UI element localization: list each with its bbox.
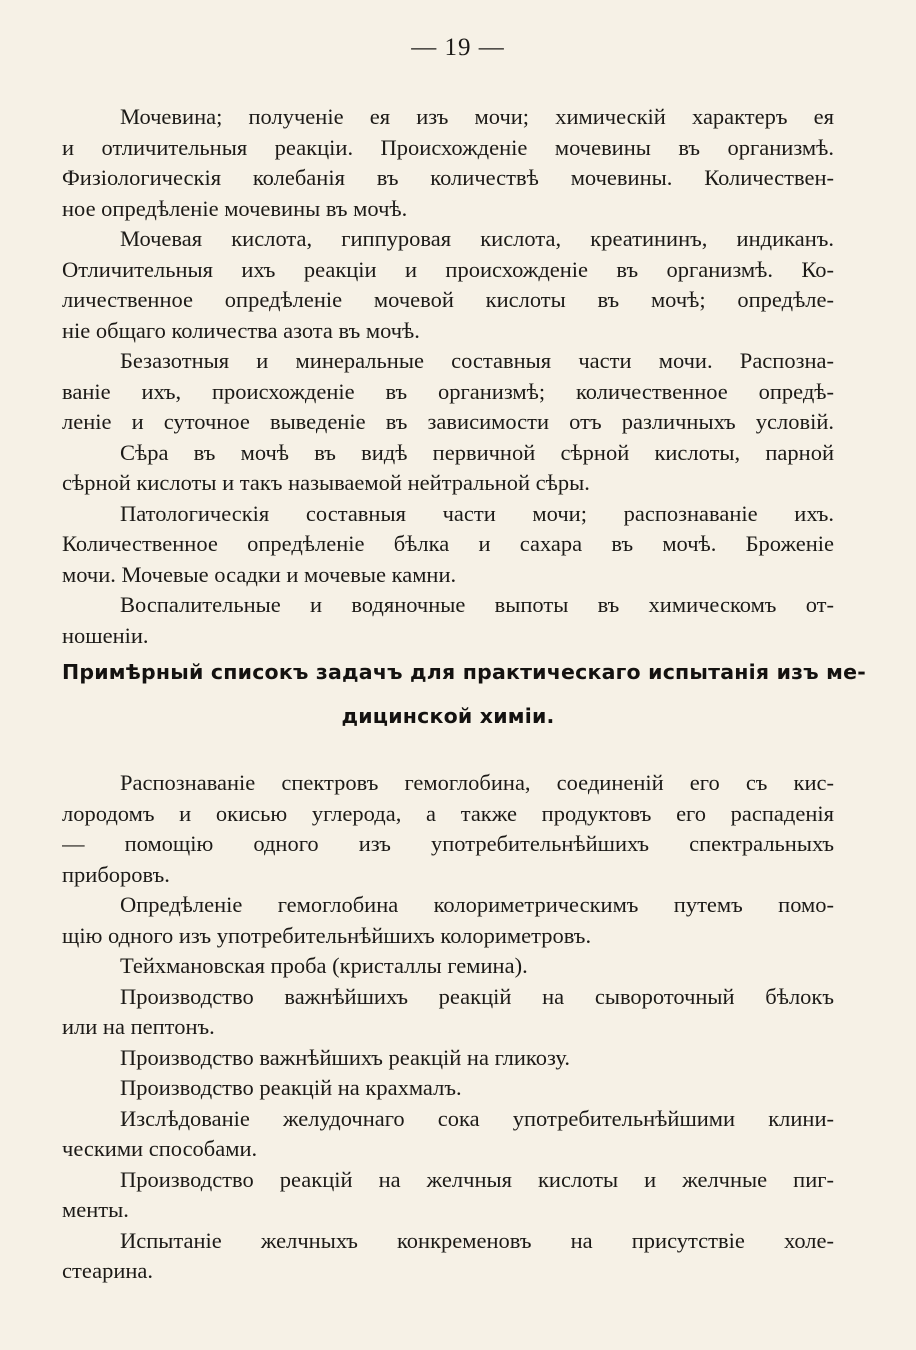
text-line: леніе и суточное выведеніе въ зависимости отъ различныхъ условій. bbox=[62, 409, 834, 434]
task-item bbox=[62, 1073, 834, 1104]
text-line: Физіологическія колебанія въ количествѣ мочевины. Количествен- bbox=[62, 165, 834, 190]
heading-line: дицинской химіи. bbox=[341, 704, 555, 728]
text-line: Патологическія составныя части мочи; распознаваніе ихъ. bbox=[120, 500, 834, 526]
text-line: Воспалительные и водяночные выпоты въ химическомъ от- bbox=[120, 592, 834, 617]
task-item bbox=[62, 982, 834, 1043]
text-line: Мочевина; полученіе ея изъ мочи; химическій характеръ ея bbox=[120, 104, 834, 129]
paragraph bbox=[62, 346, 834, 438]
text-line: или на пептонъ. bbox=[62, 1014, 215, 1039]
text-line: Производство важнѣйшихъ реакцій на сывороточный бѣлокъ bbox=[120, 983, 834, 1009]
text-line: Производство реакцій на крахмалъ. bbox=[120, 1075, 462, 1100]
text-line: Сѣра въ мочѣ въ видѣ первичной сѣрной кислоты, парной bbox=[120, 439, 834, 465]
task-item bbox=[62, 1104, 834, 1165]
text-line: и отличительныя реакціи. Происхожденіе мочевины въ организмѣ. bbox=[62, 134, 834, 160]
section-practical-tasks bbox=[62, 768, 834, 1287]
text-line: Количественное опредѣленіе бѣлка и сахара въ мочѣ. Броженіе bbox=[62, 531, 834, 556]
text-line: Безазотныя и минеральные составныя части мочи. Распозна- bbox=[120, 348, 834, 373]
text-line: Отличительныя ихъ реакціи и происхожденіе въ организмѣ. Ко- bbox=[62, 256, 834, 282]
text-line: ческими способами. bbox=[62, 1136, 258, 1161]
text-line: менты. bbox=[62, 1197, 129, 1222]
text-line: лородомъ и окисью углерода, а также продуктовъ его распаденія bbox=[62, 800, 834, 826]
text-line: ваніе ихъ, происхожденіе въ организмѣ; количественное опредѣ- bbox=[62, 378, 834, 404]
text-line: Опредѣленіе гемоглобина колориметрическимъ путемъ помо- bbox=[120, 892, 834, 917]
text-line: — помощію одного изъ употребительнѣйшихъ спектральныхъ bbox=[62, 831, 834, 856]
text-line: ное опредѣленіе мочевины въ мочѣ. bbox=[62, 195, 408, 221]
paragraph bbox=[62, 590, 834, 651]
paragraph bbox=[62, 438, 834, 499]
task-item bbox=[62, 768, 834, 890]
text-line: мочи. Мочевые осадки и мочевые камни. bbox=[62, 561, 457, 587]
text-line: щію одного изъ употребительнѣйшихъ колориметровъ. bbox=[62, 922, 592, 948]
task-item bbox=[62, 890, 834, 951]
text-line: приборовъ. bbox=[62, 861, 170, 887]
paragraph bbox=[62, 224, 834, 346]
text-line: Мочевая кислота, гиппуровая кислота, креатининъ, индиканъ. bbox=[120, 226, 834, 251]
text-line: сѣрной кислоты и такъ называемой нейтральной сѣры. bbox=[62, 470, 590, 495]
task-item bbox=[62, 951, 834, 982]
text-line: Тейхмановская проба (кристаллы гемина). bbox=[120, 953, 528, 978]
text-line: Распознаваніе спектровъ гемоглобина, соединеній его съ кис- bbox=[120, 770, 834, 795]
text-line: личественное опредѣленіе мочевой кислоты въ мочѣ; опредѣле- bbox=[62, 287, 834, 312]
text-line: ніе общаго количества азота въ мочѣ. bbox=[62, 317, 420, 343]
text-line: ношеніи. bbox=[62, 622, 149, 648]
section-urine-chemistry bbox=[62, 102, 834, 651]
page-number: — 19 — bbox=[411, 34, 505, 61]
heading-line: Примѣрный списокъ задачъ для практическаго испытанія изъ ме- bbox=[62, 660, 866, 684]
task-item bbox=[62, 1226, 834, 1287]
task-item bbox=[62, 1043, 834, 1074]
text-line: стеарина. bbox=[62, 1258, 154, 1283]
text-line: Производство реакцій на желчныя кислоты и желчные пиг- bbox=[120, 1166, 834, 1192]
text-line: Испытаніе желчныхъ конкременовъ на присутствіе холе- bbox=[120, 1227, 834, 1253]
text-line: Производство важнѣйшихъ реакцій на гликозу. bbox=[120, 1044, 571, 1070]
text-line: Изслѣдованіе желудочнаго сока употребительнѣйшими клини- bbox=[120, 1105, 834, 1131]
paragraph bbox=[62, 499, 834, 591]
task-item bbox=[62, 1165, 834, 1226]
section-heading bbox=[62, 650, 866, 738]
paragraph bbox=[62, 102, 834, 224]
